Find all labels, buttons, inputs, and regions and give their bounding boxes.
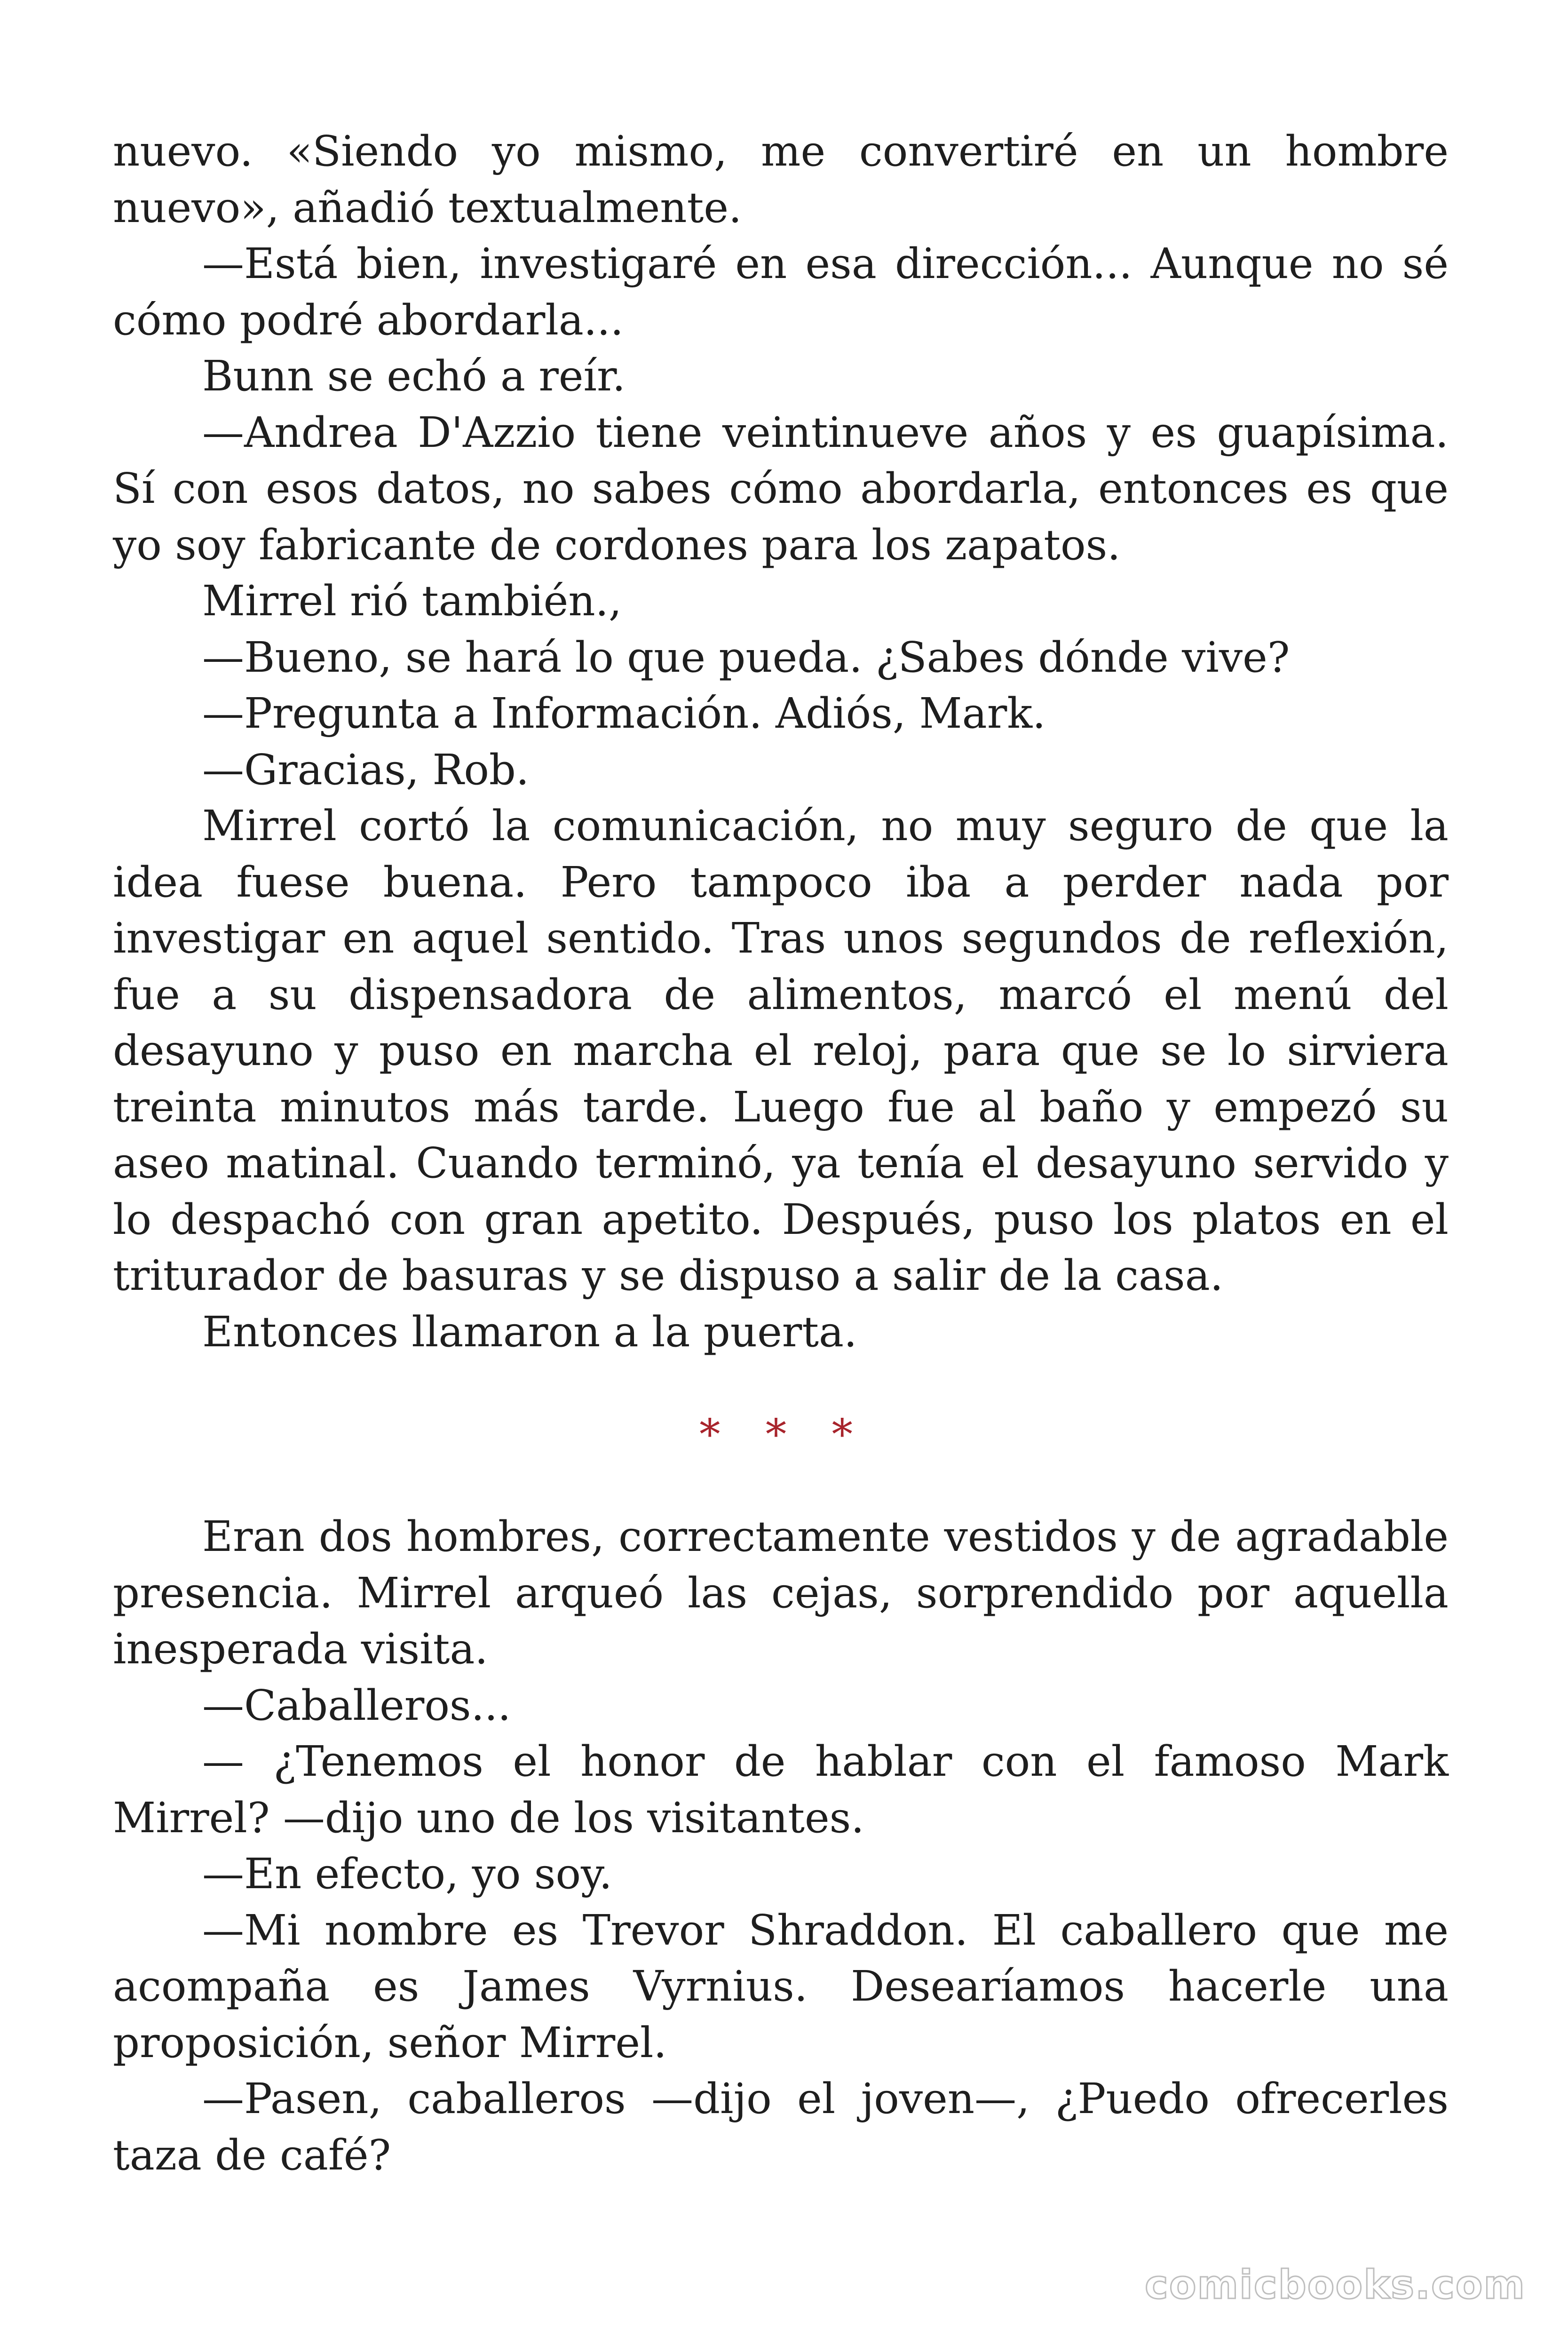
paragraph: Entonces llamaron a la puerta. bbox=[202, 1307, 857, 1356]
paragraph: —Gracias, Rob. bbox=[202, 745, 530, 794]
paragraph: —Pasen, caballeros —dijo el joven—, ¿Puedo ofrecerles taza de café? bbox=[113, 2074, 1449, 2179]
watermark-logo: comicbooks.com bbox=[1145, 2262, 1526, 2308]
paragraph: —Mi nombre es Trevor Shraddon. El caballero que me acompaña es James Vyrnius. Desearíamos hacerle una proposición, señor Mirrel. bbox=[113, 1905, 1449, 2067]
text-block-top bbox=[113, 123, 1449, 1360]
paragraph: — ¿Tenemos el honor de hablar con el famoso Mark Mirrel? —dijo uno de los visitantes. bbox=[113, 1737, 1449, 1842]
paragraph: Mirrel cortó la comunicación, no muy seguro de que la idea fuese buena. Pero tampoco iba a perder nada por investigar en aquel sentido. Tras unos segundos de reflexión, fue a su dispensadora de alimentos, marcó el menú del desayuno y puso en marcha el reloj, para que se lo sirviera treinta minutos más tarde. Luego fue al baño y empezó su aseo matinal. Cuando terminó, ya tenía el desayuno servido y lo despachó con gran apetito. Después, puso los platos en el triturador de basuras y se dispuso a salir de la casa. bbox=[113, 801, 1449, 1300]
paragraph: —Andrea D'Azzio tiene veintinueve años y es guapísima. Sí con esos datos, no sabes cómo abordarla, entonces es que yo soy fabricante de cordones para los zapatos. bbox=[113, 407, 1449, 569]
paragraph: nuevo. «Siendo yo mismo, me convertiré en un hombre nuevo», añadió textualmente. bbox=[113, 127, 1449, 232]
paragraph: —En efecto, yo soy. bbox=[202, 1849, 612, 1898]
paragraph: Eran dos hombres, correctamente vestidos y de agradable presencia. Mirrel arqueó las cejas, sorprendido por aquella inesperada visita. bbox=[113, 1512, 1449, 1673]
paragraph: —Pregunta a Información. Adiós, Mark. bbox=[202, 689, 1046, 738]
scene-separator: * * * bbox=[699, 1410, 869, 1459]
paragraph: Mirrel rió también., bbox=[202, 576, 622, 625]
text-block-bottom bbox=[113, 1509, 1449, 2183]
paragraph: Bunn se echó a reír. bbox=[202, 351, 626, 400]
paragraph: —Caballeros... bbox=[202, 1680, 511, 1730]
paragraph: —Bueno, se hará lo que pueda. ¿Sabes dónde vive? bbox=[202, 632, 1290, 682]
paragraph: —Está bien, investigaré en esa dirección... Aunque no sé cómo podré abordarla... bbox=[113, 239, 1449, 344]
